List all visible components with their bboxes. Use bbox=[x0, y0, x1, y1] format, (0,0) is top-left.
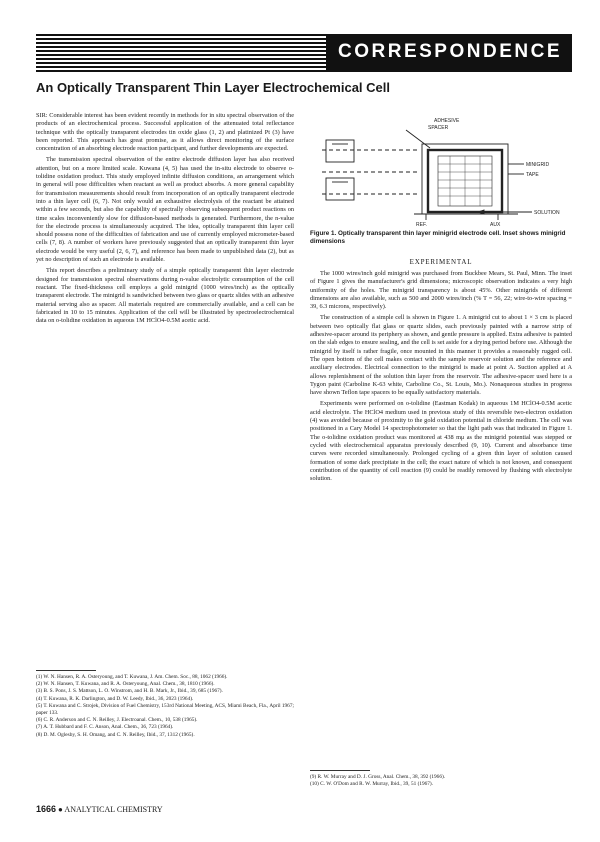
reference-item: (10) C. W. O'Dom and R. W. Murray, Ibid., 39, 51 (1967). bbox=[310, 781, 434, 788]
label-spacer: SPACER bbox=[428, 125, 449, 131]
reference-item: (4) T. Kuwana, R. K. Darlington, and D. W. Leedy, Ibid., 36, 2023 (1964). bbox=[36, 695, 194, 702]
page-number: 1666 bbox=[36, 804, 57, 814]
paragraph: The 1000 wires/inch gold minigrid was purchased from Buckbee Mears, St. Paul, Minn. The inset of Figure 1 gives the manufacturer's grid dimensions; microscopic observation indicates a very high uniformity of the holes. The minigrid transparency is about 45%. Other minigrids of different dimensions are also available, such as 500 and 2000 wires/inch (% T = 56, 22; wire-to-wire spacing = 39, 6.3 microns, respectively). bbox=[310, 270, 572, 311]
reference-item: (1) W. N. Hansen, R. A. Osteryoung, and T. Kuwana, J. Am. Chem. Soc., 88, 1062 (1966). bbox=[36, 674, 228, 680]
label-ref: REF. bbox=[416, 222, 427, 226]
references-left bbox=[36, 674, 294, 739]
paragraph: Experiments were performed on o-tolidine (Eastman Kodak) in aqueous 1M HClO4-0.5M acetic acid electrolyte. The HClO4 medium used in previous study of this reversible two-electron oxidation (4) was avoided because of proximity to the gold oxidation potential in chloride medium. The cell was positioned in a Cary Model 14 spectrophotometer so that the light path was that indicated in Figure 1. The o-tolidine oxidation product was monitored at 438 mμ as the minigrid potential was stepped or cycled with electrochemical apparatus previously described (9, 10). Current and absorbance time curves were recorded simultaneously. Prolonged cycling of a given thin layer of solution caused formation of some dark precipitate in the cell; the exact nature of which is not known, and consequent contribution of the quantity of cell reaction (9) could be readily removed by flushing with electrolyte solution. bbox=[310, 400, 572, 483]
cell-diagram bbox=[318, 114, 578, 226]
paragraph: The transmission spectral observation of the entire electrode diffusion layer has also received attention, but on a more limited scale. Kuwana (4, 5) has used the in-situ electrode to observe o-tolidine oxidation product. This study employed infinite diffusion conditions, an arrangement which in general will pose difficulties when reactant as well as product absorbs. A more general capability for transmission measurements should result from incorporation of an optically transparent electrode into a thin layer cell (6, 7). Not only would an exhaustive electrolysis of the reactant be attained within a few seconds, but also the capability of spectrally observing subsequent product reactions on time scales inconveniently slow for diffusion-based methods is generated. Furthermore, the n-value for the electrode process is simultaneously acquired. The idea, optically transparent thin layer cell should possess none of the difficulties of fabrication and use of currently employed micrometer-based cells (7, 8). A number of workers have previously suggested that an optically transparent thin layer electrode would be very useful (2, 6, 7), and reference has been made to unpublished data (2), but as yet no description of such an electrode is available. bbox=[36, 156, 294, 264]
experimental-heading: EXPERIMENTAL bbox=[409, 258, 473, 266]
label-minigrid: MINIGRID bbox=[526, 162, 550, 168]
section-header-band bbox=[36, 34, 572, 72]
label-tape: TAPE bbox=[526, 172, 539, 178]
article-title: An Optically Transparent Thin Layer Electrochemical Cell bbox=[36, 80, 391, 95]
references-rule bbox=[310, 770, 370, 771]
reference-item: (6) C. R. Anderson and C. N. Reilley, J. Electroanal. Chem., 10, 538 (1965). bbox=[36, 717, 198, 724]
paragraph: SIR: Considerable interest has been evident recently in methods for in situ spectral observation of the products of an electrochemical process. Successful application of the attenuated total reflectance technique with the optically transparent electrodes tin oxide glass (1, 2) and platinized Pt (3) have been reported. This approach has great promise, as it allows direct monitoring of the surface concentration of an absorbing electrode reaction participant, and further developments are expected. bbox=[36, 112, 294, 153]
references-right bbox=[310, 774, 572, 788]
paragraph: The construction of a simple cell is shown in Figure 1. A minigrid cut to about 1 × 3 cm is placed between two optically flat glass or quartz slides, each previously painted with a narrow strip of adhesive-spacer around its periphery as shown, and gentle pressure is applied. Extra adhesive is painted on the slab edges to ensure sealing, and the cell is set aside for a drying period before use. Although the minigrid by itself is rather fragile, once mounted in this manner it provides a reasonably rugged cell. The open bottom of the cell makes contact with the sample reservoir solution and the reference and auxiliary electrodes. Electrical connection to the minigrid is made at point A. Suction applied at A allows replenishment of the solution thin layer from the reservoir. The adhesive-spacer used here is a Tygon paint (Carboline K-63 white, Carboline Co., St. Louis, Mo.). Nonaqueous studies in progress have shown Teflon tape spacers to be equally satisfactory materials. bbox=[310, 314, 572, 397]
header-bar bbox=[326, 34, 572, 72]
reference-item: (9) R. W. Murray and D. J. Gross, Anal. Chem., 38, 392 (1966). bbox=[310, 774, 446, 780]
label-aux: AUX bbox=[490, 222, 501, 226]
footer-bullet: ● bbox=[58, 805, 65, 814]
reference-item: (2) W. N. Hansen, T. Kuwana, and R. A. Osteryoung, Anal. Chem., 38, 1810 (1966). bbox=[36, 681, 215, 688]
reference-item: (7) A. T. Hubbard and F. C. Anson, Anal. Chem., 36, 723 (1964). bbox=[36, 724, 174, 731]
right-column bbox=[310, 270, 572, 486]
reference-item: (3) B. S. Pons, J. S. Mattson, L. O. Winstrom, and H. B. Mark, Jr., Ibid., 39, 685 (1967). bbox=[36, 688, 223, 695]
reference-item: (8) D. M. Oglesby, S. H. Omang, and C. N. Reilley, Ibid., 37, 1312 (1965). bbox=[36, 731, 195, 738]
figure-caption: Figure 1. Optically transparent thin layer minigrid electrode cell. Inset shows minigrid dimensions bbox=[310, 230, 566, 246]
left-column bbox=[36, 112, 294, 328]
paragraph: This report describes a preliminary study of a simple optically transparent thin layer electrode designed for transmission spectral observations during n-value electrolytic consumption of the cell reactant. The fixed-thickness cell employs a gold minigrid (1000 wires/inch) as the optically transparent electrode. The minigrid is sandwiched between two glass or quartz slides with an adhesive material serving also as spacer. All materials required are commercially available, and a cell can be fabricated in 10 to 15 minutes. Application of the cell will be illustrated by spectroelectrochemical data on o-tolidine oxidation in aqueous 1M HClO4-0.5M acetic acid. bbox=[36, 267, 294, 325]
journal-name: ANALYTICAL CHEMISTRY bbox=[64, 805, 163, 814]
header-rules bbox=[36, 34, 326, 72]
section-title: CORRESPONDENCE bbox=[338, 41, 562, 62]
page-footer bbox=[36, 804, 163, 814]
reference-item: (5) T. Kuwana and C. Strojek, Division of Fuel Chemistry, 153rd National Meeting, ACS, Miami Beach, Fla., April 1967; paper 133. bbox=[36, 702, 294, 717]
references-rule bbox=[36, 670, 96, 671]
label-solution: SOLUTION bbox=[534, 210, 560, 216]
label-adhesive: ADHESIVE bbox=[434, 118, 460, 124]
